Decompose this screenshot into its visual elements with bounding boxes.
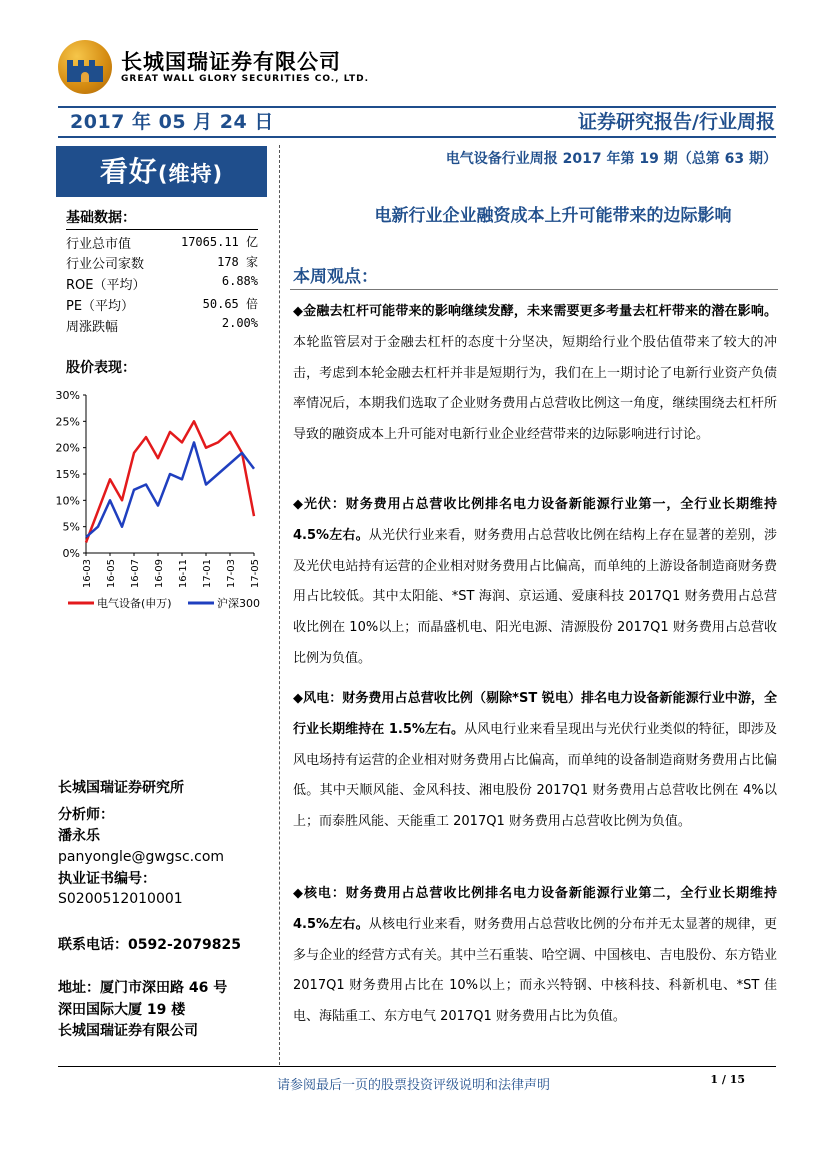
legend-label: 沪深300 (217, 597, 260, 610)
paragraph-body: 从风电行业来看呈现出与光伏行业类似的特征，即涉及风电场持有运营的企业相对财务费用占比偏高，而单纯的设备制造商财务费用占比偏低。其中天顺风能、金风科技、湘电股份 2017Q1 财务费用占总营收比例在 4%以上；而泰胜风能、天能重工 2017Q1 财务费用占总营收比例为负值。 (293, 721, 777, 830)
basics-value: 50.65 倍 (202, 297, 258, 311)
paragraph-wind (293, 684, 777, 838)
company-name-en: GREAT WALL GLORY SECURITIES CO., LTD. (121, 74, 370, 84)
header-rule-2 (58, 136, 776, 138)
paragraph-body: 从核电行业来看，财务费用占总营收比例的分布并无太显著的规律，更多与企业的经营方式有关。其中兰石重装、哈空调、中国核电、吉电股份、东方锆业 2017Q1 财务费用占比在 10%以上；而永兴特钢、中核科技、科新机电、*ST 佳电、海陆重工、东方电气 2017Q1 财务费用占比为负值。 (293, 916, 777, 1025)
viewpoint-rule (290, 289, 778, 290)
basics-label: PE（平均） (66, 299, 135, 314)
y-tick-label: 25% (56, 415, 80, 429)
report-type: 证券研究报告/行业周报 (578, 111, 775, 133)
rating-sub: (维持) (157, 162, 224, 186)
y-tick-label: 20% (56, 441, 80, 455)
contact-phone: 联系电话：0592-2079825 (58, 937, 241, 953)
analyst-email[interactable]: panyongle@gwgsc.com (58, 849, 225, 865)
y-tick-label: 5% (62, 520, 80, 534)
basics-rule (66, 229, 258, 230)
basics-value: 17065.11 亿 (180, 235, 258, 249)
y-tick-label: 15% (56, 468, 80, 481)
x-tick-label: 16-09 (154, 559, 165, 589)
x-tick-label: 16-11 (178, 559, 189, 589)
basics-label: 周涨跌幅 (66, 320, 119, 335)
basics-label: 行业总市值 (66, 237, 132, 252)
paragraph-nuclear (293, 879, 777, 1033)
paragraph-body: 本轮监管层对于金融去杠杆的态度十分坚决，短期给行业个股估值带来了较大的冲击，考虑到本轮金融去杠杆并非是短期行为，我们在上一期讨论了电新行业资产负债率情况后，本期我们选取了企业财务费用占总营收比例这一角度，继续围绕去杠杆所导致的融资成本上升可能对电新行业企业经营带来的边际影响进行讨论。 (293, 334, 777, 443)
x-tick-label: 17-03 (226, 559, 237, 589)
analyst-name: 潘永乐 (58, 828, 100, 844)
paragraph-body: 从光伏行业来看，财务费用占总营收比例在结构上存在显著的差别，涉及光伏电站持有运营的企业相对财务费用占比偏高，而单纯的上游设备制造商财务费用占比较低。其中太阳能、*ST 海润、京运通、爱康科技 2017Q1 财务费用占总营收比例在 10%以上；而晶盛机电、阳光电源、清源股份 2017Q1 财务费用占总营收比例为负值。 (293, 527, 777, 666)
logo-gate (81, 72, 89, 82)
stock-performance-chart (56, 385, 268, 615)
stock-performance-title: 股价表现： (66, 360, 136, 376)
y-tick-label: 10% (56, 494, 80, 508)
issue-number: 电气设备行业周报 2017 年第 19 期（总第 63 期） (445, 151, 777, 167)
x-tick-label: 17-05 (250, 559, 261, 589)
y-tick-label: 0% (62, 547, 80, 560)
legend-label: 电气设备(申万) (97, 597, 172, 610)
paragraph-lead: ◆核电：财务费用占总营收比例排名电力设备新能源行业第二，全行业长期维持 4.5%左右。 (293, 886, 777, 932)
paragraph-finance (293, 297, 777, 451)
column-divider (279, 145, 280, 1065)
report-date: 2017 年 05 月 24 日 (70, 111, 274, 133)
analyst-label: 分析师： (58, 807, 114, 823)
address-line-1: 地址：厦门市深田路 46 号 (58, 980, 228, 996)
viewpoint-title: 本周观点： (293, 267, 378, 287)
company-logo (58, 40, 112, 94)
cert-number: S0200512010001 (58, 891, 183, 907)
basics-label: 行业公司家数 (66, 257, 145, 272)
institute-name: 长城国瑞证券研究所 (58, 780, 184, 796)
basics-row (66, 295, 258, 314)
cert-label: 执业证书编号： (58, 871, 156, 887)
basics-row (66, 316, 258, 335)
x-tick-label: 16-05 (106, 559, 117, 589)
paragraph-lead: ◆光伏：财务费用占总营收比例排名电力设备新能源行业第一，全行业长期维持 4.5%左右。 (293, 497, 777, 543)
basics-title: 基础数据： (66, 210, 136, 226)
basics-value: 178 家 (217, 255, 258, 269)
basics-value: 6.88% (221, 274, 258, 288)
company-name-footer: 长城国瑞证券有限公司 (58, 1023, 198, 1039)
company-name-cn: 长城国瑞证券有限公司 (121, 50, 341, 74)
x-tick-label: 16-07 (130, 559, 141, 589)
address-line-2: 深田国际大厦 19 楼 (58, 1002, 186, 1018)
x-tick-label: 17-01 (202, 559, 213, 589)
basics-value: 2.00% (221, 316, 258, 330)
footer-rule (58, 1066, 776, 1067)
series-line (86, 421, 254, 542)
y-tick-label: 30% (56, 389, 80, 402)
basics-row (66, 233, 258, 252)
basics-row (66, 253, 258, 272)
paragraph-solar (293, 490, 777, 675)
paragraph-lead: ◆风电：财务费用占总营收比例（剔除*ST 锐电）排名电力设备新能源行业中游，全行业长期维持在 1.5%左右。 (293, 691, 777, 737)
basics-label: ROE（平均） (66, 278, 146, 293)
page-number: 1 / 15 (710, 1073, 745, 1086)
rating-main: 看好 (99, 155, 158, 188)
basics-row (66, 274, 258, 293)
headline: 电新行业企业融资成本上升可能带来的边际影响 (374, 206, 732, 226)
footer-disclaimer[interactable]: 请参阅最后一页的股票投资评级说明和法律声明 (276, 1078, 550, 1093)
series-line (86, 442, 254, 537)
paragraph-lead: ◆金融去杠杆可能带来的影响继续发酵，未来需要更多考量去杠杆带来的潜在影响。 (293, 304, 777, 319)
x-tick-label: 16-03 (82, 559, 93, 589)
rating-box (56, 146, 267, 197)
